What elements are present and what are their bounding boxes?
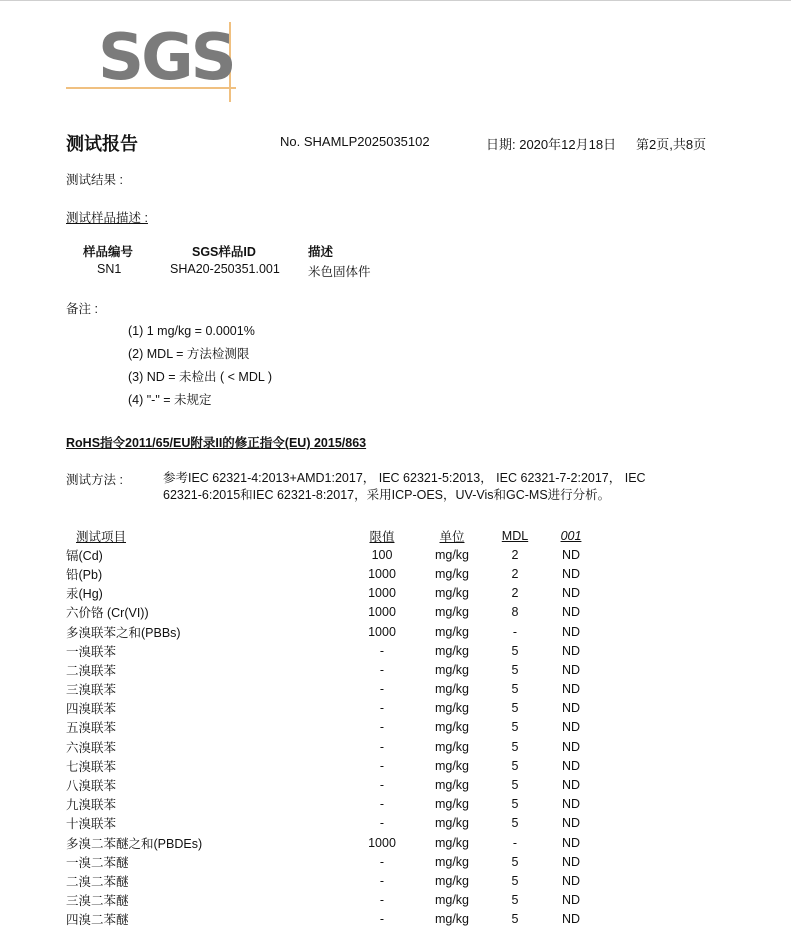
cell-test-item: 七溴联苯 — [66, 759, 117, 774]
cell-limit: 1000 — [368, 835, 396, 850]
cell-test-item: 铅(Pb) — [66, 567, 103, 582]
remarks-list — [128, 320, 272, 412]
cell-mdl: 5 — [511, 854, 519, 869]
cell-mdl: 5 — [511, 682, 519, 697]
header-mdl: MDL — [501, 528, 529, 543]
cell-mdl: 5 — [511, 797, 519, 812]
cell-result: ND — [561, 624, 581, 639]
cell-result: ND — [561, 893, 581, 908]
table-row — [66, 891, 602, 910]
table-row — [66, 795, 602, 814]
page-indicator: 第2页,共8页 — [636, 137, 707, 152]
remarks-label: 备注 : — [66, 302, 98, 316]
table-row — [66, 660, 602, 679]
cell-limit: - — [379, 720, 385, 735]
logo-text: SGS — [98, 21, 234, 95]
cell-result: ND — [561, 662, 581, 677]
top-border — [0, 0, 791, 1]
cell-limit: - — [379, 758, 385, 773]
cell-limit: - — [379, 912, 385, 927]
header-limit: 限值 — [369, 529, 395, 544]
cell-unit: mg/kg — [434, 778, 470, 793]
cell-test-item: 五溴联苯 — [66, 721, 117, 736]
sample-no-value: SN1 — [97, 262, 122, 276]
report-number: No. SHAMLP2025035102 — [280, 134, 430, 149]
cell-limit: - — [379, 739, 385, 754]
cell-mdl: 5 — [511, 739, 519, 754]
cell-result: ND — [561, 701, 581, 716]
cell-mdl: 2 — [511, 566, 519, 581]
cell-limit: - — [379, 797, 385, 812]
sgs-id-value: SHA20-250351.001 — [170, 262, 280, 276]
table-row — [66, 699, 602, 718]
cell-mdl: 2 — [511, 586, 519, 601]
cell-limit: - — [379, 662, 385, 677]
cell-mdl: 5 — [511, 643, 519, 658]
table-row — [66, 622, 602, 641]
cell-unit: mg/kg — [434, 893, 470, 908]
cell-result: ND — [561, 816, 581, 831]
table-row — [66, 641, 602, 660]
cell-result: ND — [561, 566, 581, 581]
cell-mdl: 2 — [511, 547, 519, 562]
sample-no-header: 样品编号 — [83, 245, 134, 259]
cell-mdl: 5 — [511, 758, 519, 773]
table-row — [66, 814, 602, 833]
cell-test-item: 三溴二苯醚 — [66, 894, 129, 909]
cell-mdl: - — [512, 835, 518, 850]
cell-unit: mg/kg — [434, 835, 470, 850]
cell-limit: - — [379, 873, 385, 888]
table-row — [66, 545, 602, 564]
cell-mdl: 8 — [511, 605, 519, 620]
cell-unit: mg/kg — [434, 816, 470, 831]
cell-test-item: 多溴二苯醚之和(PBDEs) — [66, 836, 203, 851]
cell-unit: mg/kg — [434, 739, 470, 754]
cell-limit: - — [379, 778, 385, 793]
cell-mdl: 5 — [511, 893, 519, 908]
cell-limit: 1000 — [368, 624, 396, 639]
cell-unit: mg/kg — [434, 682, 470, 697]
cell-result: ND — [561, 854, 581, 869]
results-table — [66, 526, 602, 929]
cell-result: ND — [561, 643, 581, 658]
report-title: 测试报告 — [66, 134, 138, 154]
cell-unit: mg/kg — [434, 643, 470, 658]
cell-test-item: 四溴二苯醚 — [66, 913, 129, 928]
cell-limit: - — [379, 701, 385, 716]
cell-result: ND — [561, 586, 581, 601]
cell-mdl: 5 — [511, 778, 519, 793]
cell-result: ND — [561, 682, 581, 697]
sample-description-heading: 测试样品描述 : — [66, 211, 148, 225]
header-test-item: 测试项目 — [76, 529, 127, 544]
cell-mdl: 5 — [511, 662, 519, 677]
cell-test-item: 二溴二苯醚 — [66, 874, 129, 889]
cell-result: ND — [561, 758, 581, 773]
cell-limit: 1000 — [368, 586, 396, 601]
table-row — [66, 718, 602, 737]
remark-item: (3) ND = 未检出 ( < MDL ) — [128, 370, 272, 384]
rohs-heading: RoHS指令2011/65/EU附录II的修正指令(EU) 2015/863 — [66, 436, 367, 450]
table-row — [66, 910, 602, 929]
cell-test-item: 汞(Hg) — [66, 587, 103, 602]
header-sample-result: 001 — [560, 528, 582, 543]
cell-result: ND — [561, 797, 581, 812]
cell-unit: mg/kg — [434, 912, 470, 927]
cell-test-item: 一溴二苯醚 — [66, 855, 129, 870]
table-row — [66, 756, 602, 775]
cell-unit: mg/kg — [434, 586, 470, 601]
header-unit: 单位 — [439, 529, 465, 544]
cell-result: ND — [561, 605, 581, 620]
cell-result: ND — [561, 873, 581, 888]
cell-test-item: 二溴联苯 — [66, 663, 117, 678]
table-row — [66, 871, 602, 890]
cell-test-item: 六价铬 (Cr(VI)) — [66, 606, 149, 621]
cell-unit: mg/kg — [434, 605, 470, 620]
cell-result: ND — [561, 739, 581, 754]
cell-test-item: 九溴联苯 — [66, 798, 117, 813]
cell-test-item: 多溴联苯之和(PBBs) — [66, 625, 181, 640]
cell-limit: 1000 — [368, 605, 396, 620]
cell-mdl: 5 — [511, 873, 519, 888]
cell-result: ND — [561, 835, 581, 850]
cell-unit: mg/kg — [434, 662, 470, 677]
remark-item: (4) "-" = 未规定 — [128, 393, 212, 407]
cell-mdl: - — [512, 624, 518, 639]
cell-unit: mg/kg — [434, 624, 470, 639]
cell-unit: mg/kg — [434, 758, 470, 773]
cell-mdl: 5 — [511, 701, 519, 716]
cell-test-item: 六溴联苯 — [66, 740, 117, 755]
method-label: 测试方法 : — [66, 473, 123, 487]
cell-result: ND — [561, 912, 581, 927]
cell-result: ND — [561, 720, 581, 735]
cell-test-item: 镉(Cd) — [66, 548, 103, 563]
cell-result: ND — [561, 547, 581, 562]
cell-limit: 1000 — [368, 566, 396, 581]
method-text: 参考IEC 62321-4:2013+AMD1:2017， IEC 62321-5:2013， IEC 62321-7-2:2017， IEC 62321-6:2015和IEC 62321-8:2017，采用ICP-OES，UV-Vis和GC-MS进行分析。 — [163, 471, 646, 502]
remark-item: (1) 1 mg/kg = 0.0001% — [128, 324, 255, 338]
cell-unit: mg/kg — [434, 720, 470, 735]
table-header-row — [66, 526, 602, 545]
table-row — [66, 775, 602, 794]
cell-limit: - — [379, 816, 385, 831]
description-header: 描述 — [308, 245, 334, 259]
table-row — [66, 680, 602, 699]
table-row — [66, 833, 602, 852]
table-row — [66, 564, 602, 583]
cell-limit: - — [379, 682, 385, 697]
test-result-label: 测试结果 : — [66, 173, 123, 187]
cell-limit: - — [379, 893, 385, 908]
cell-unit: mg/kg — [434, 566, 470, 581]
table-row — [66, 737, 602, 756]
description-value: 米色固体件 — [308, 265, 371, 279]
cell-unit: mg/kg — [434, 701, 470, 716]
table-row — [66, 603, 602, 622]
cell-unit: mg/kg — [434, 854, 470, 869]
cell-mdl: 5 — [511, 720, 519, 735]
cell-unit: mg/kg — [434, 797, 470, 812]
cell-test-item: 十溴联苯 — [66, 817, 117, 832]
table-row — [66, 584, 602, 603]
remark-item: (2) MDL = 方法检测限 — [128, 347, 250, 361]
cell-test-item: 八溴联苯 — [66, 779, 117, 794]
cell-mdl: 5 — [511, 912, 519, 927]
report-date: 日期: 2020年12月18日 — [486, 137, 617, 152]
cell-mdl: 5 — [511, 816, 519, 831]
cell-test-item: 四溴联苯 — [66, 702, 117, 717]
sgs-id-header: SGS样品ID — [192, 245, 256, 259]
cell-limit: - — [379, 854, 385, 869]
cell-unit: mg/kg — [434, 873, 470, 888]
cell-limit: - — [379, 643, 385, 658]
cell-test-item: 三溴联苯 — [66, 683, 117, 698]
cell-result: ND — [561, 778, 581, 793]
sgs-logo — [66, 18, 236, 102]
table-row — [66, 852, 602, 871]
cell-limit: 100 — [371, 547, 393, 562]
cell-unit: mg/kg — [434, 547, 470, 562]
cell-test-item: 一溴联苯 — [66, 644, 117, 659]
